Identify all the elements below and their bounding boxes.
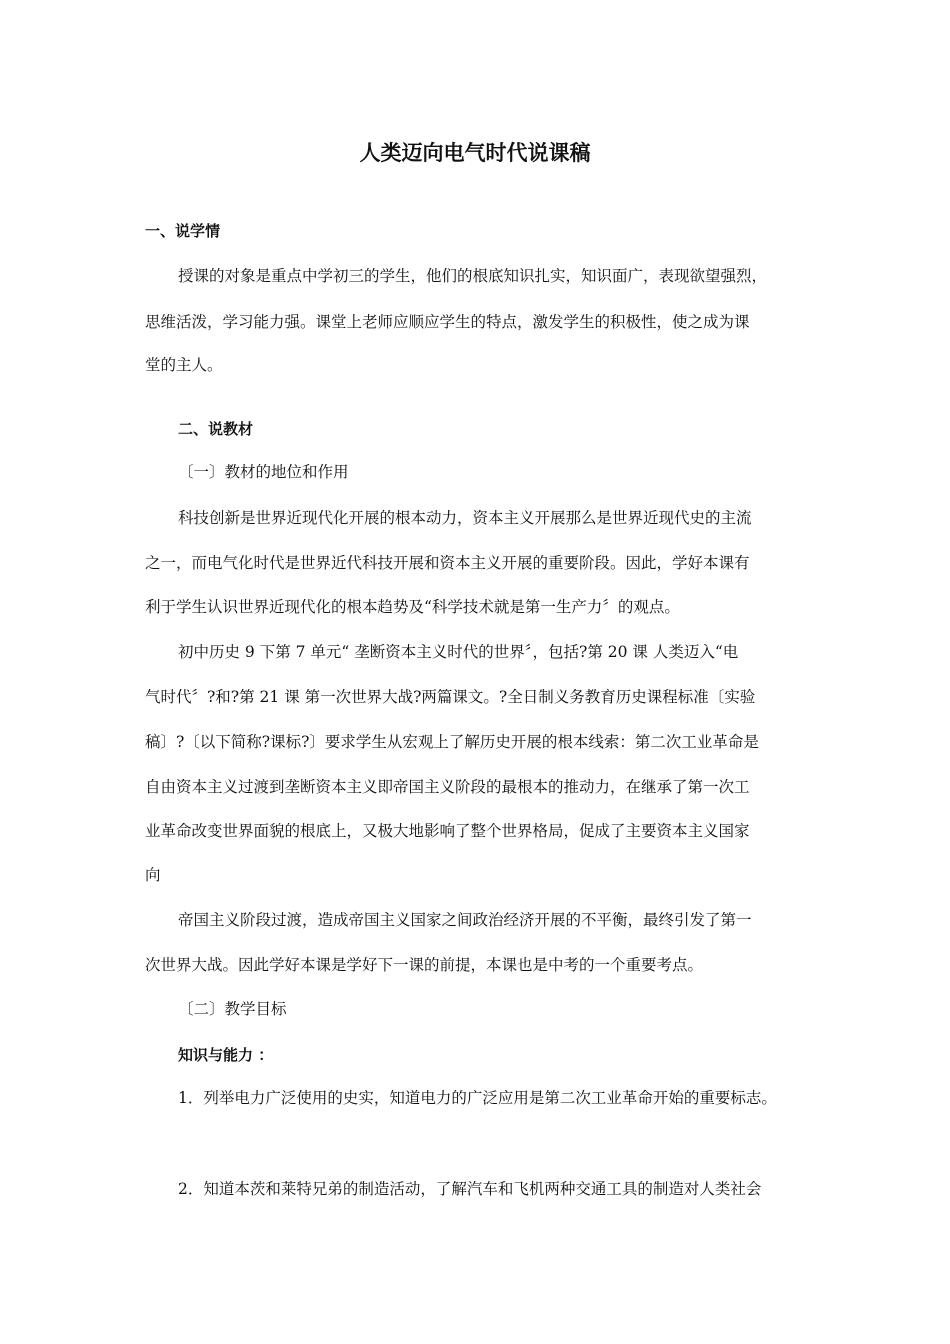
paragraph-line: 气时代〞?和?第 21 课 第一次世界大战?两篇课文。?全日制义务教育历史课程标准〔实验 [145, 688, 756, 706]
knowledge-ability-heading: 知识与能力 ： [178, 1046, 274, 1064]
subsection-heading-role: 〔一〕教材的地位和作用 [178, 463, 349, 481]
section-heading-textbook: 二、说教材 [178, 420, 254, 438]
paragraph-line: 自由资本主义过渡到垄断资本主义即帝国主义阶段的最根本的推动力，在继承了第一次工 [145, 778, 750, 796]
subsection-heading-objectives: 〔二〕教学目标 [178, 1000, 287, 1018]
paragraph-line: 次世界大战。因此学好本课是学好下一课的前提，本课也是中考的一个重要考点。 [145, 956, 704, 974]
paragraph-line: 科技创新是世界近现代化开展的根本动力，资本主义开展那么是世界近现代史的主流 [178, 509, 752, 527]
paragraph-line: 初中历史 9 下第 7 单元“ 垄断资本主义时代的世界〞，包括?第 20 课 人类迈入“电 [178, 643, 739, 661]
section-heading-learner-analysis: 一、说学情 [145, 222, 221, 240]
document-title: 人类迈向电气时代说课稿 [359, 141, 591, 165]
paragraph-line: 帝国主义阶段过渡，造成帝国主义国家之间政治经济开展的不平衡，最终引发了第一 [178, 911, 752, 929]
paragraph-line: 稿〕?〔以下简称?课标?〕要求学生从宏观上了解历史开展的根本线索：第二次工业革命是 [145, 733, 759, 751]
paragraph-line: 思维活泼，学习能力强。课堂上老师应顺应学生的特点，激发学生的积极性，使之成为课 [145, 313, 750, 331]
list-item: 2．知道本茨和莱特兄弟的制造活动，了解汽车和飞机两种交通工具的制造对人类社会 [178, 1180, 762, 1198]
paragraph-line: 堂的主人。 [145, 356, 223, 374]
paragraph-line: 业革命改变世界面貌的根底上，又极大地影响了整个世界格局，促成了主要资本主义国家 [145, 822, 750, 840]
list-item: 1．列举电力广泛使用的史实，知道电力的广泛应用是第二次工业革命开始的重要标志。 [178, 1089, 777, 1107]
paragraph-line: 向 [145, 866, 161, 884]
paragraph-line: 授课的对象是重点中学初三的学生，他们的根底知识扎实，知识面广，表现欲望强烈， [178, 267, 768, 285]
paragraph-line: 利于学生认识世界近现代化的根本趋势及“科学技术就是第一生产力〞的观点。 [145, 598, 680, 616]
paragraph-line: 之一，而电气化时代是世界近代科技开展和资本主义开展的重要阶段。因此，学好本课有 [145, 554, 750, 572]
